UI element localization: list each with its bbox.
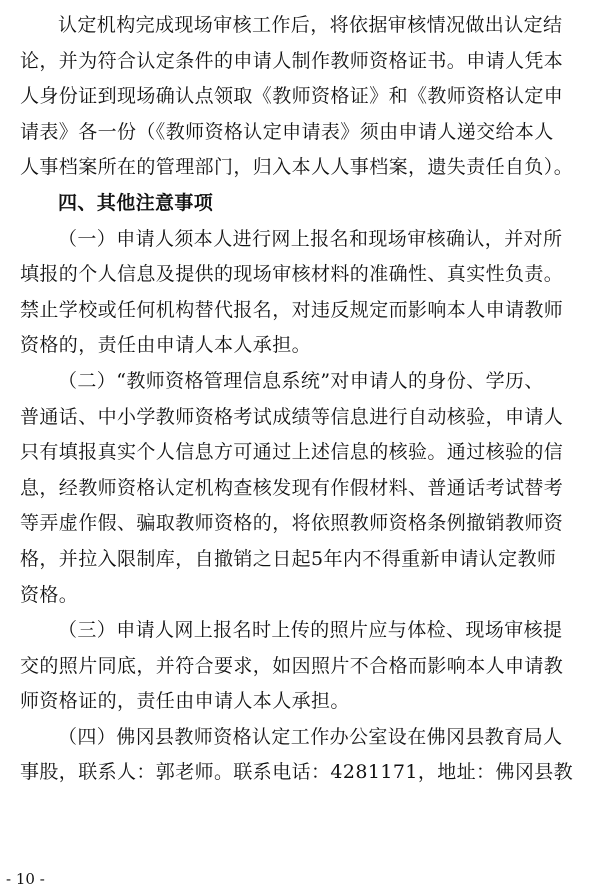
text-line: 资格。 (20, 583, 79, 606)
text-line: 等弄虚作假、骗取教师资格的，将依照教师资格条例撤销教师资 (20, 512, 564, 535)
text-line: 交的照片同底，并符合要求，如因照片不合格而影响本人申请教 (20, 654, 564, 677)
text-line: 格，并拉入限制库，自撤销之日起5年内不得重新申请认定教师 (20, 547, 557, 570)
text-line: （二）“教师资格管理信息系统”对申请人的身份、学历、 (58, 369, 544, 392)
text-line: 论，并为符合认定条件的申请人制作教师资格证书。申请人凭本 (20, 49, 564, 72)
text-line: 填报的个人信息及提供的现场审核材料的准确性、真实性负责。 (20, 263, 564, 286)
text-line: （一）申请人须本人进行网上报名和现场审核确认，并对所 (58, 227, 563, 250)
text-line: 师资格证的，责任由申请人本人承担。 (20, 690, 350, 713)
text-line: 人事档案所在的管理部门，归入本人人事档案，遗失责任自负）。 (20, 156, 574, 179)
text-line: 资格的，责任由申请人本人承担。 (20, 334, 312, 357)
text-line: 认定机构完成现场审核工作后，将依据审核情况做出认定结 (58, 14, 563, 36)
text-line: 禁止学校或任何机构替代报名，对违反规定而影响本人申请教师 (20, 298, 564, 321)
text-line: 息，经教师资格认定机构查核发现有作假材料、普通话考试替考 (20, 476, 564, 499)
document-body (20, 8, 582, 791)
page-number: - 10 - (6, 870, 45, 888)
text-line: 事股，联系人：郭老师。联系电话：4281171，地址：佛冈县教 (20, 761, 574, 784)
text-line: （四）佛冈县教师资格认定工作办公室设在佛冈县教育局人 (58, 725, 563, 748)
text-line: 普通话、中小学教师资格考试成绩等信息进行自动核验，申请人 (20, 405, 564, 428)
section-heading: 四、其他注意事项 (58, 191, 214, 214)
text-line: 人身份证到现场确认点领取《教师资格证》和《教师资格认定申 (20, 85, 564, 108)
text-line: 请表》各一份（《教师资格认定申请表》须由申请人递交给本人 (20, 120, 554, 143)
text-line: 只有填报真实个人信息方可通过上述信息的核验。通过核验的信 (20, 441, 564, 464)
text-line: （三）申请人网上报名时上传的照片应与体检、现场审核提 (58, 619, 563, 642)
